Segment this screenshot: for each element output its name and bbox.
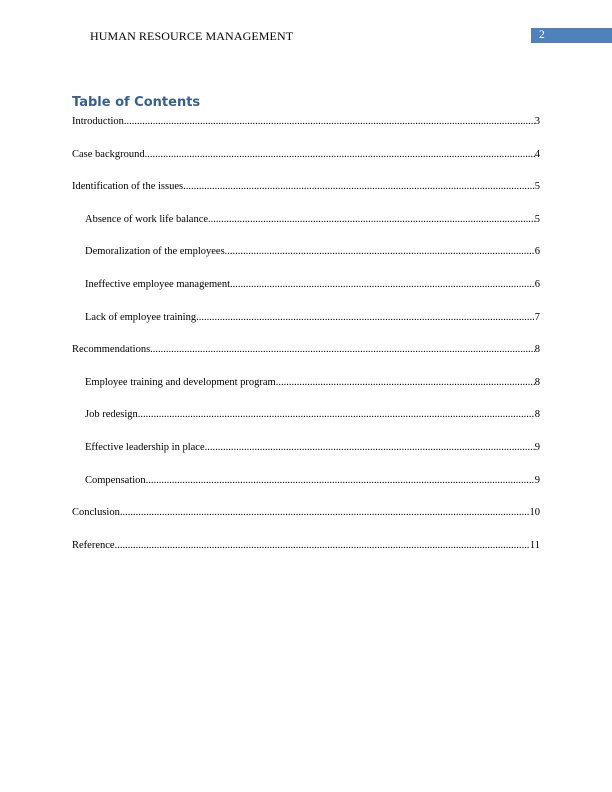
toc-entry-lack-of-employee-training[interactable] xyxy=(72,311,540,344)
toc-entry-label: Effective leadership in place xyxy=(85,441,205,453)
page-number-badge xyxy=(531,28,612,43)
toc-entry-page: 4 xyxy=(534,148,540,160)
toc-entry-absence-of-work-life-balance[interactable] xyxy=(72,213,540,246)
toc-entry-conclusion[interactable] xyxy=(72,506,540,539)
toc-dot-leader xyxy=(120,506,530,520)
toc-entry-label: Demoralization of the employees xyxy=(85,246,225,258)
toc-entry-label: Lack of employee training xyxy=(85,311,197,323)
toc-entry-identification-of-issues[interactable] xyxy=(72,180,540,213)
toc-entry-case-background[interactable] xyxy=(72,148,540,181)
toc-entry-page: 8 xyxy=(534,376,540,388)
toc-entry-label: Employee training and development program xyxy=(85,376,276,388)
toc-dot-leader xyxy=(145,148,535,162)
toc-entry-employee-training-program[interactable] xyxy=(72,376,540,409)
toc-dot-leader xyxy=(150,343,535,357)
toc-dot-leader xyxy=(115,539,530,553)
toc-entry-page: 11 xyxy=(529,539,540,551)
toc-entry-ineffective-employee-management[interactable] xyxy=(72,278,540,311)
toc-entry-introduction[interactable] xyxy=(72,115,540,148)
toc-dot-leader xyxy=(276,376,535,390)
toc-dot-leader xyxy=(138,408,535,422)
toc-entry-page: 6 xyxy=(534,246,540,258)
toc-dot-leader xyxy=(196,311,535,325)
toc-entry-label: Compensation xyxy=(85,474,146,486)
toc-dot-leader xyxy=(183,180,535,194)
toc-entry-page: 5 xyxy=(534,181,540,193)
toc-entry-label: Identification of the issues xyxy=(72,181,184,193)
toc-entry-compensation[interactable] xyxy=(72,474,540,507)
toc-entry-recommendations[interactable] xyxy=(72,343,540,376)
running-header-title: HUMAN RESOURCE MANAGEMENT xyxy=(90,29,294,43)
toc-entry-page: 7 xyxy=(534,311,540,323)
toc-entry-job-redesign[interactable] xyxy=(72,408,540,441)
toc-entry-page: 3 xyxy=(534,116,540,127)
page-number: 2 xyxy=(539,29,545,41)
toc-entry-label: Recommendations xyxy=(72,344,151,356)
toc-entry-label: Case background xyxy=(72,148,145,160)
toc-dot-leader xyxy=(205,441,535,455)
toc-entry-label: Conclusion xyxy=(72,507,120,519)
toc-entry-page: 8 xyxy=(534,409,540,421)
toc-entry-page: 10 xyxy=(529,507,540,519)
toc-entry-demoralization-of-employees[interactable] xyxy=(72,245,540,278)
toc-list xyxy=(72,115,540,571)
toc-dot-leader xyxy=(225,245,535,259)
toc-entry-page: 5 xyxy=(534,213,540,225)
toc-entry-label: Introduction xyxy=(72,116,124,127)
toc-entry-page: 8 xyxy=(534,344,540,356)
toc-dot-leader xyxy=(124,115,535,129)
toc-dot-leader xyxy=(146,474,535,488)
toc-entry-page: 9 xyxy=(534,441,540,453)
toc-entry-page: 9 xyxy=(534,474,540,486)
toc-dot-leader xyxy=(230,278,535,292)
toc-dot-leader xyxy=(208,213,535,227)
toc-heading: Table of Contents xyxy=(72,95,201,110)
toc-entry-label: Reference xyxy=(72,539,115,551)
toc-entry-reference[interactable] xyxy=(72,539,540,572)
toc-entry-effective-leadership[interactable] xyxy=(72,441,540,474)
toc-entry-label: Absence of work life balance xyxy=(85,213,209,225)
toc-entry-label: Ineffective employee management xyxy=(85,278,230,290)
toc-entry-label: Job redesign xyxy=(85,409,138,421)
toc-entry-page: 6 xyxy=(534,278,540,290)
